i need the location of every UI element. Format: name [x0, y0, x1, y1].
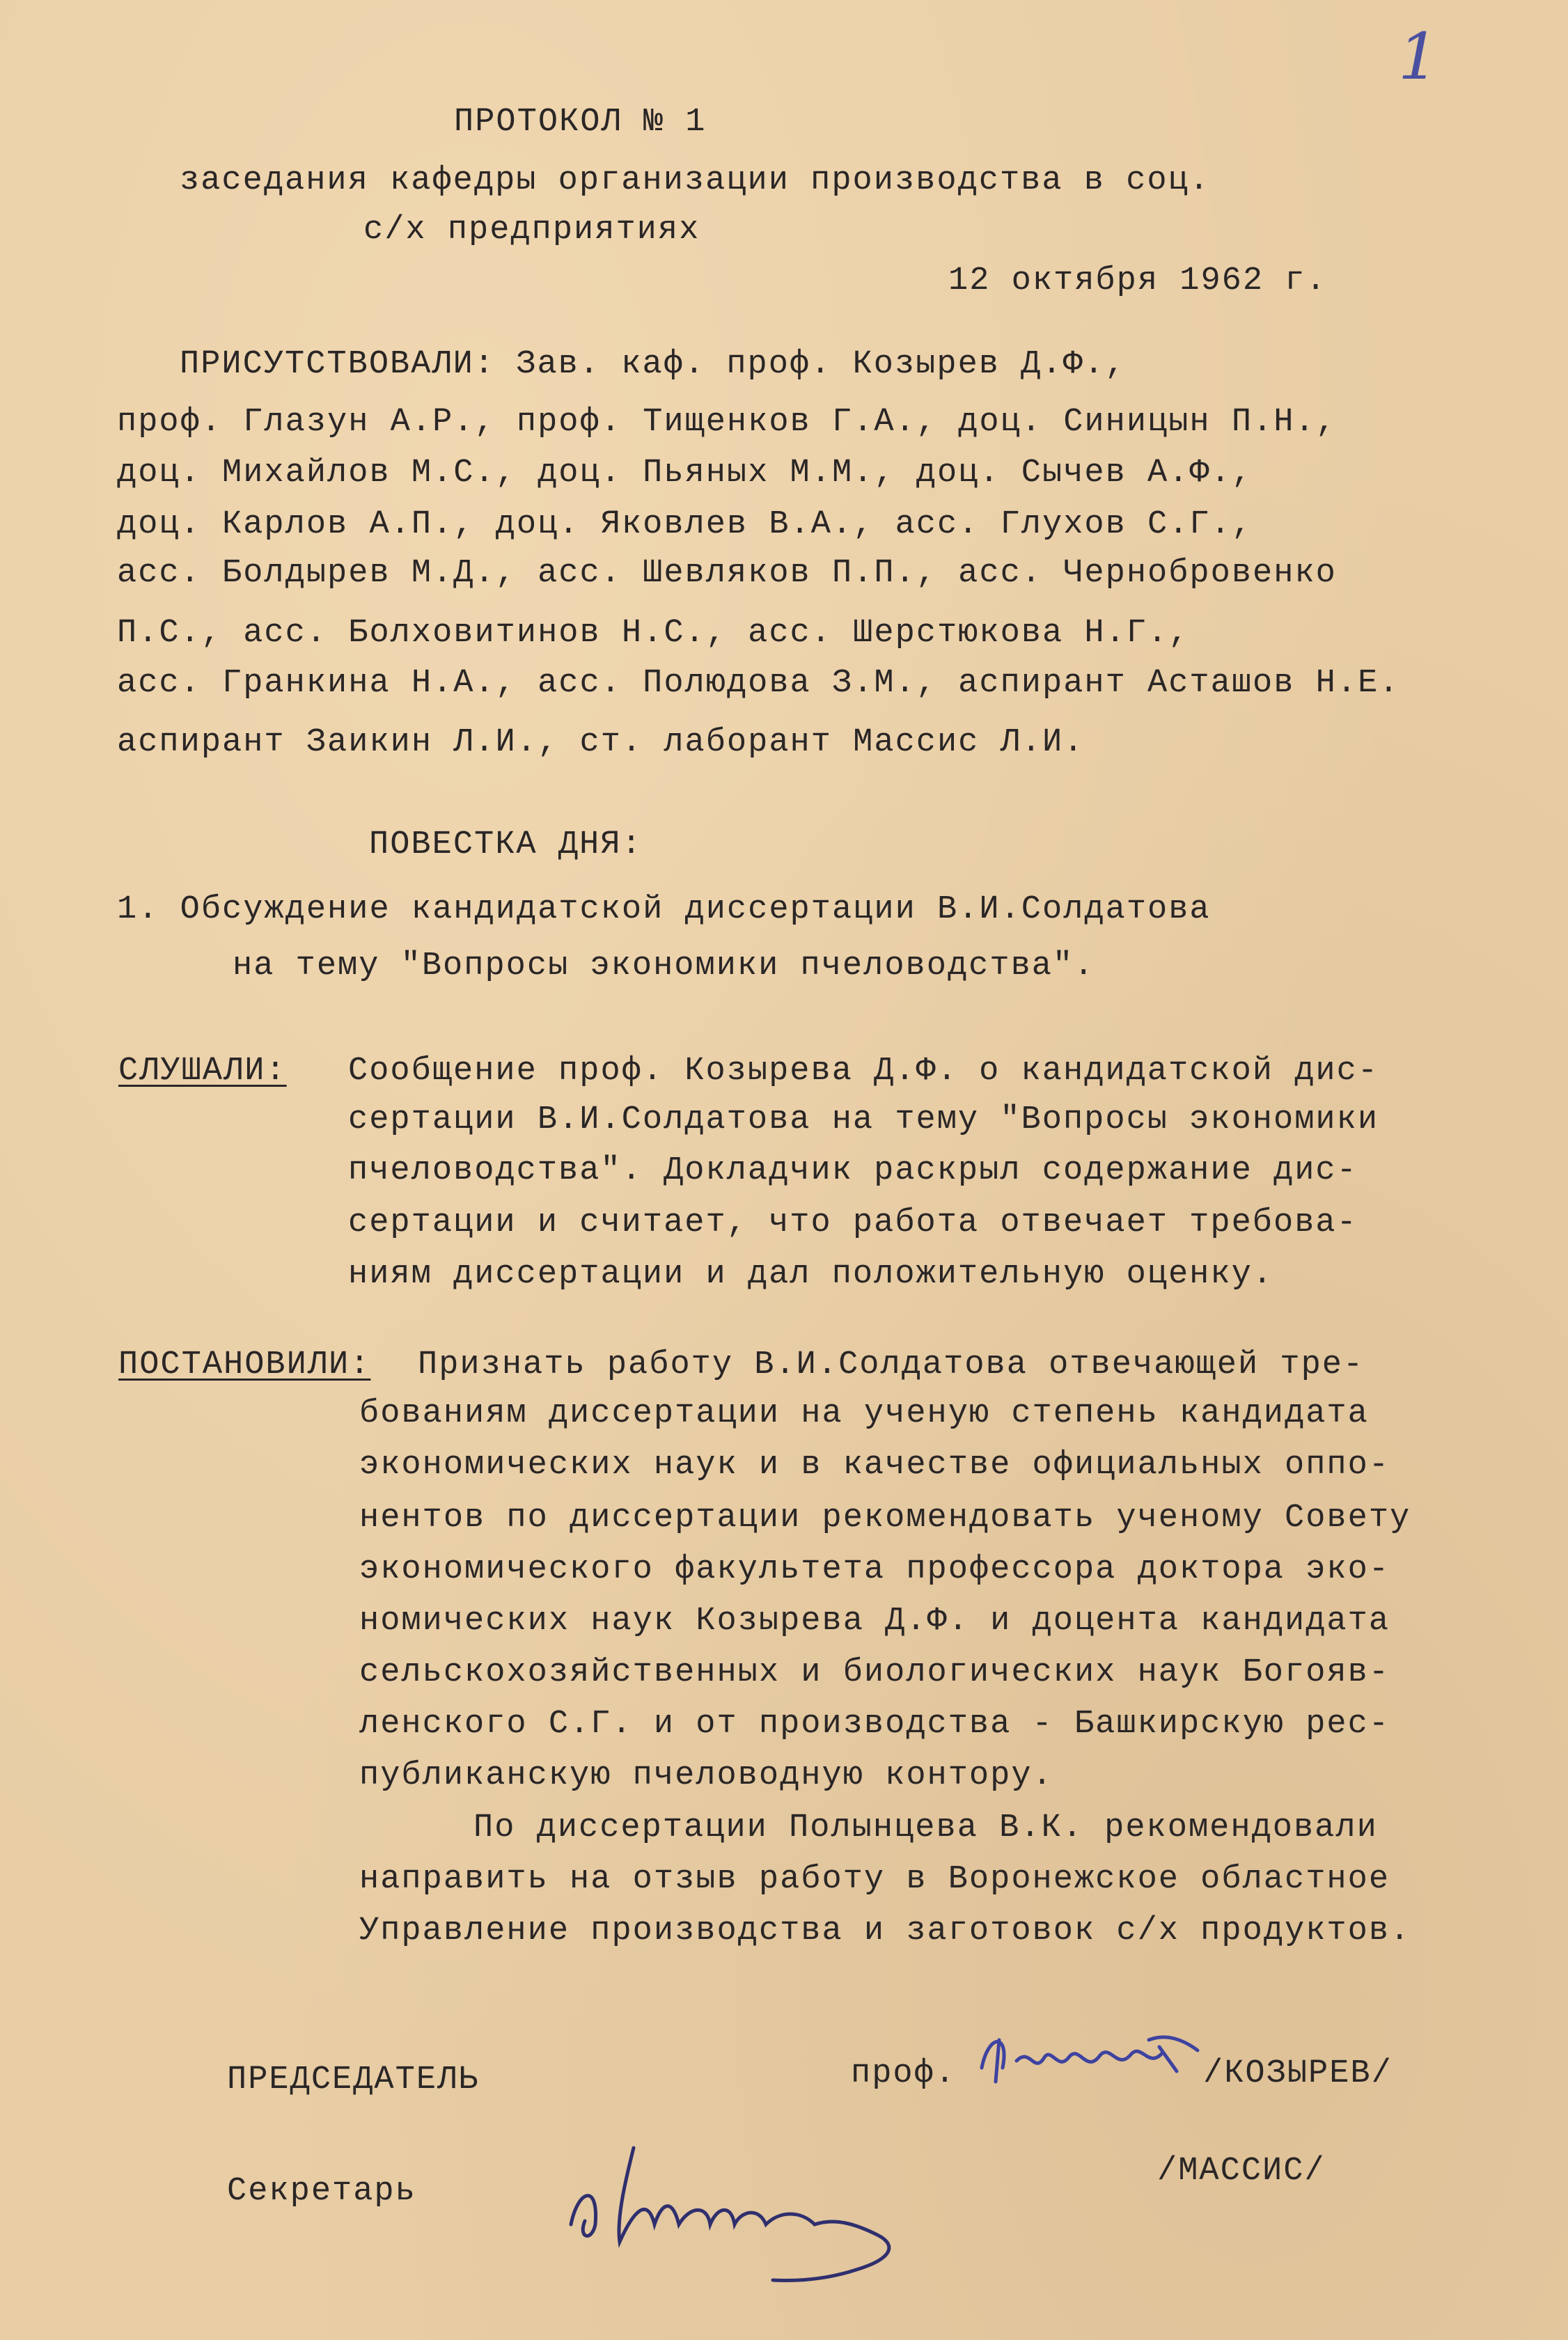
protocol-subtitle-line2: с/х предприятиях [363, 212, 700, 249]
resolved-paragraph2-line: направить на отзыв работу в Воронежское областное [359, 1861, 1390, 1898]
secretary-signature [550, 2120, 940, 2287]
protocol-subtitle-line1: заседания кафедры организации производства в соц. [180, 162, 1211, 199]
attendance-line: доц. Карлов А.П., доц. Яковлев В.А., асс. Глухов С.Г., [117, 506, 1253, 543]
resolved-line: нентов по диссертации рекомендовать ученому Совету [359, 1500, 1411, 1537]
heard-line: пчеловодства". Докладчик раскрыл содержание дис- [348, 1152, 1358, 1189]
attendance-line: ПРИСУТСТВОВАЛИ: Зав. каф. проф. Козырев Д.Ф., [180, 346, 1127, 383]
secretary-label: Секретарь [227, 2173, 416, 2210]
attendance-line: П.С., асс. Болховитинов Н.С., асс. Шерстюкова Н.Г., [117, 615, 1190, 652]
heard-line: ниям диссертации и дал положительную оценку. [348, 1256, 1274, 1293]
resolved-line: номических наук Козырева Д.Ф. и доцента кандидата [359, 1603, 1390, 1640]
chair-name: /КОЗЫРЕВ/ [1203, 2055, 1393, 2092]
chair-title: проф. [851, 2055, 957, 2092]
resolved-line: публиканскую пчеловодную контору. [359, 1757, 1053, 1794]
heard-line: Сообщение проф. Козырева Д.Ф. о кандидатской дис- [348, 1053, 1379, 1090]
resolved-paragraph2-line: Управление производства и заготовок с/х продуктов. [359, 1913, 1411, 1949]
heard-line: сертации В.И.Солдатова на тему "Вопросы экономики [348, 1101, 1379, 1138]
agenda-item-line1: 1. Обсуждение кандидатской диссертации В.И.Солдатова [117, 891, 1211, 928]
resolved-line: экономических наук и в качестве официальных оппо- [359, 1447, 1390, 1484]
resolved-line: экономического факультета профессора доктора эко- [359, 1551, 1390, 1588]
protocol-date: 12 октября 1962 г. [948, 262, 1327, 299]
attendance-line: аспирант Заикин Л.И., ст. лаборант Массис Л.И. [117, 724, 1085, 761]
attendance-line: асс. Болдырев М.Д., асс. Шевляков П.П., асс. Чернобровенко [117, 555, 1337, 592]
resolved-line: Признать работу В.И.Солдатова отвечающей тре- [418, 1346, 1365, 1383]
chair-signature [968, 2019, 1205, 2096]
resolved-line: ленского С.Г. и от производства - Башкирскую рес- [359, 1706, 1390, 1743]
resolved-line: сельскохозяйственных и биологических наук Богояв- [359, 1654, 1390, 1691]
attendance-line: проф. Глазун А.Р., проф. Тищенков Г.А., доц. Синицын П.Н., [117, 404, 1337, 441]
chair-label: ПРЕДСЕДАТЕЛЬ [227, 2062, 480, 2098]
resolved-line: бованиям диссертации на ученую степень кандидата [359, 1395, 1369, 1432]
attendance-line: асс. Гранкина Н.А., асс. Полюдова З.М., аспирант Асташов Н.Е. [117, 665, 1400, 702]
heard-label: СЛУШАЛИ: [118, 1053, 287, 1090]
agenda-heading: ПОВЕСТКА ДНЯ: [369, 826, 643, 863]
secretary-name: /МАССИС/ [1157, 2153, 1326, 2190]
resolved-paragraph2-line: По диссертации Полынцева В.К. рекомендовали [473, 1809, 1378, 1846]
heard-line: сертации и считает, что работа отвечает требова- [348, 1204, 1358, 1241]
protocol-title: ПРОТОКОЛ № 1 [454, 104, 707, 141]
page-number: 1 [1398, 19, 1439, 94]
agenda-item-line2: на тему "Вопросы экономики пчеловодства". [233, 948, 1095, 984]
resolved-label: ПОСТАНОВИЛИ: [118, 1346, 371, 1383]
attendance-line: доц. Михайлов М.С., доц. Пьяных М.М., доц. Сычев А.Ф., [117, 455, 1253, 492]
